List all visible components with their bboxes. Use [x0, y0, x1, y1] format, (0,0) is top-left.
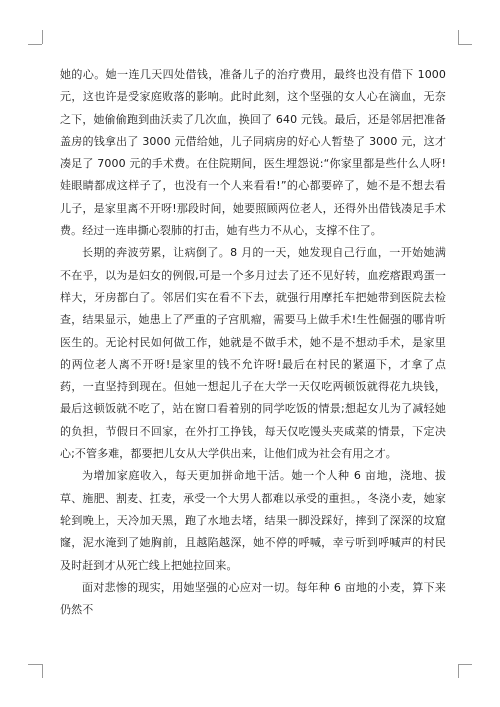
crop-mark-top-right-v — [458, 30, 459, 44]
crop-mark-top-right-h — [458, 44, 472, 45]
crop-mark-bottom-right-h — [458, 664, 472, 665]
paragraph-4: 面对悲惨的现实，用她坚强的心应对一切。每年种 6 亩地的小麦，算下来仍然不 — [60, 580, 446, 617]
crop-mark-top-left-h — [28, 44, 42, 45]
crop-mark-top-left-v — [42, 30, 43, 44]
paragraph-2: 长期的奔波劳累，让病倒了。8 月的一天，她发现自己行血，一开始她满不在乎，以为是妇女的例假,可是一个多月过去了还不见好转，血疙瘩跟鸡蛋一样大，牙房都白了。邻居们实在看不下去，就强行用摩托车把她带到医院去检查，结果显示，她患上了严重的子宫肌瘤，需要马上做手术!生性倔强的哪肯听医生的。无论村民如何做工作，她就是不做手术，她不是不想动手术，是家里的两位老人离不开呀!是家里的钱不允许呀!最后在村民的紧逼下，才拿了点药，一直坚持到现在。但她一想起儿子在大学一天仅吃两顿饭就得花九块钱，最后这顿饭就不吃了，站在窗口看着别的同学吃饭的情景;想起女儿为了减轻她的负担，节假日不回家，在外打工挣钱，每天仅吃馒头夹咸菜的情景，下定决心;不管多难，都要把儿女从大学供出来，让他们成为社会有用之才。 — [60, 246, 447, 461]
document-body — [60, 64, 446, 621]
paragraph-3: 为增加家庭收入，每天更加拼命地干活。她一个人种 6 亩地，浇地、拔草、施肥、割麦、扛麦，承受一个大男人都难以承受的重担。，冬浇小麦，她家轮到晚上，天冷加天黑，跑了水地去堵，结果一脚没踩好，摔到了深深的坟窟窿，泥水淹到了她胸前，且越陷越深，她不停的呼喊，幸亏听到呼喊声的村民及时赶到才从死亡线上把她拉回来。 — [60, 469, 446, 572]
crop-mark-bottom-right-v — [458, 664, 459, 678]
crop-mark-bottom-left-h — [28, 664, 42, 665]
paragraph-1: 她的心。她一连几天四处借钱，准备儿子的治疗费用，最终也没有借下 1000 元，这也许是受家庭败落的影响。此时此刻，这个坚强的女人心在滴血，无奈之下，她偷偷跑到曲沃卖了几次血，换回了 640 元钱。最后，还是邻居把准备盖房的钱拿出了 3000 元借给她，儿子同病房的好心人暂垫了 3000 元，这才凑足了 7000 元的手术费。在住院期间，医生埋怨说:“你家里都是些什么人呀!娃眼睛都成这样子了，也没有一个人来看看!”的心都要碎了，她不是不想去看儿子，是家里离不开呀!那段时间，她要照顾两位老人，还得外出借钱凑足手术费。经过一连串撕心裂肺的打击，她有些力不从心，支撑不住了。 — [60, 68, 446, 238]
crop-mark-bottom-left-v — [42, 664, 43, 678]
